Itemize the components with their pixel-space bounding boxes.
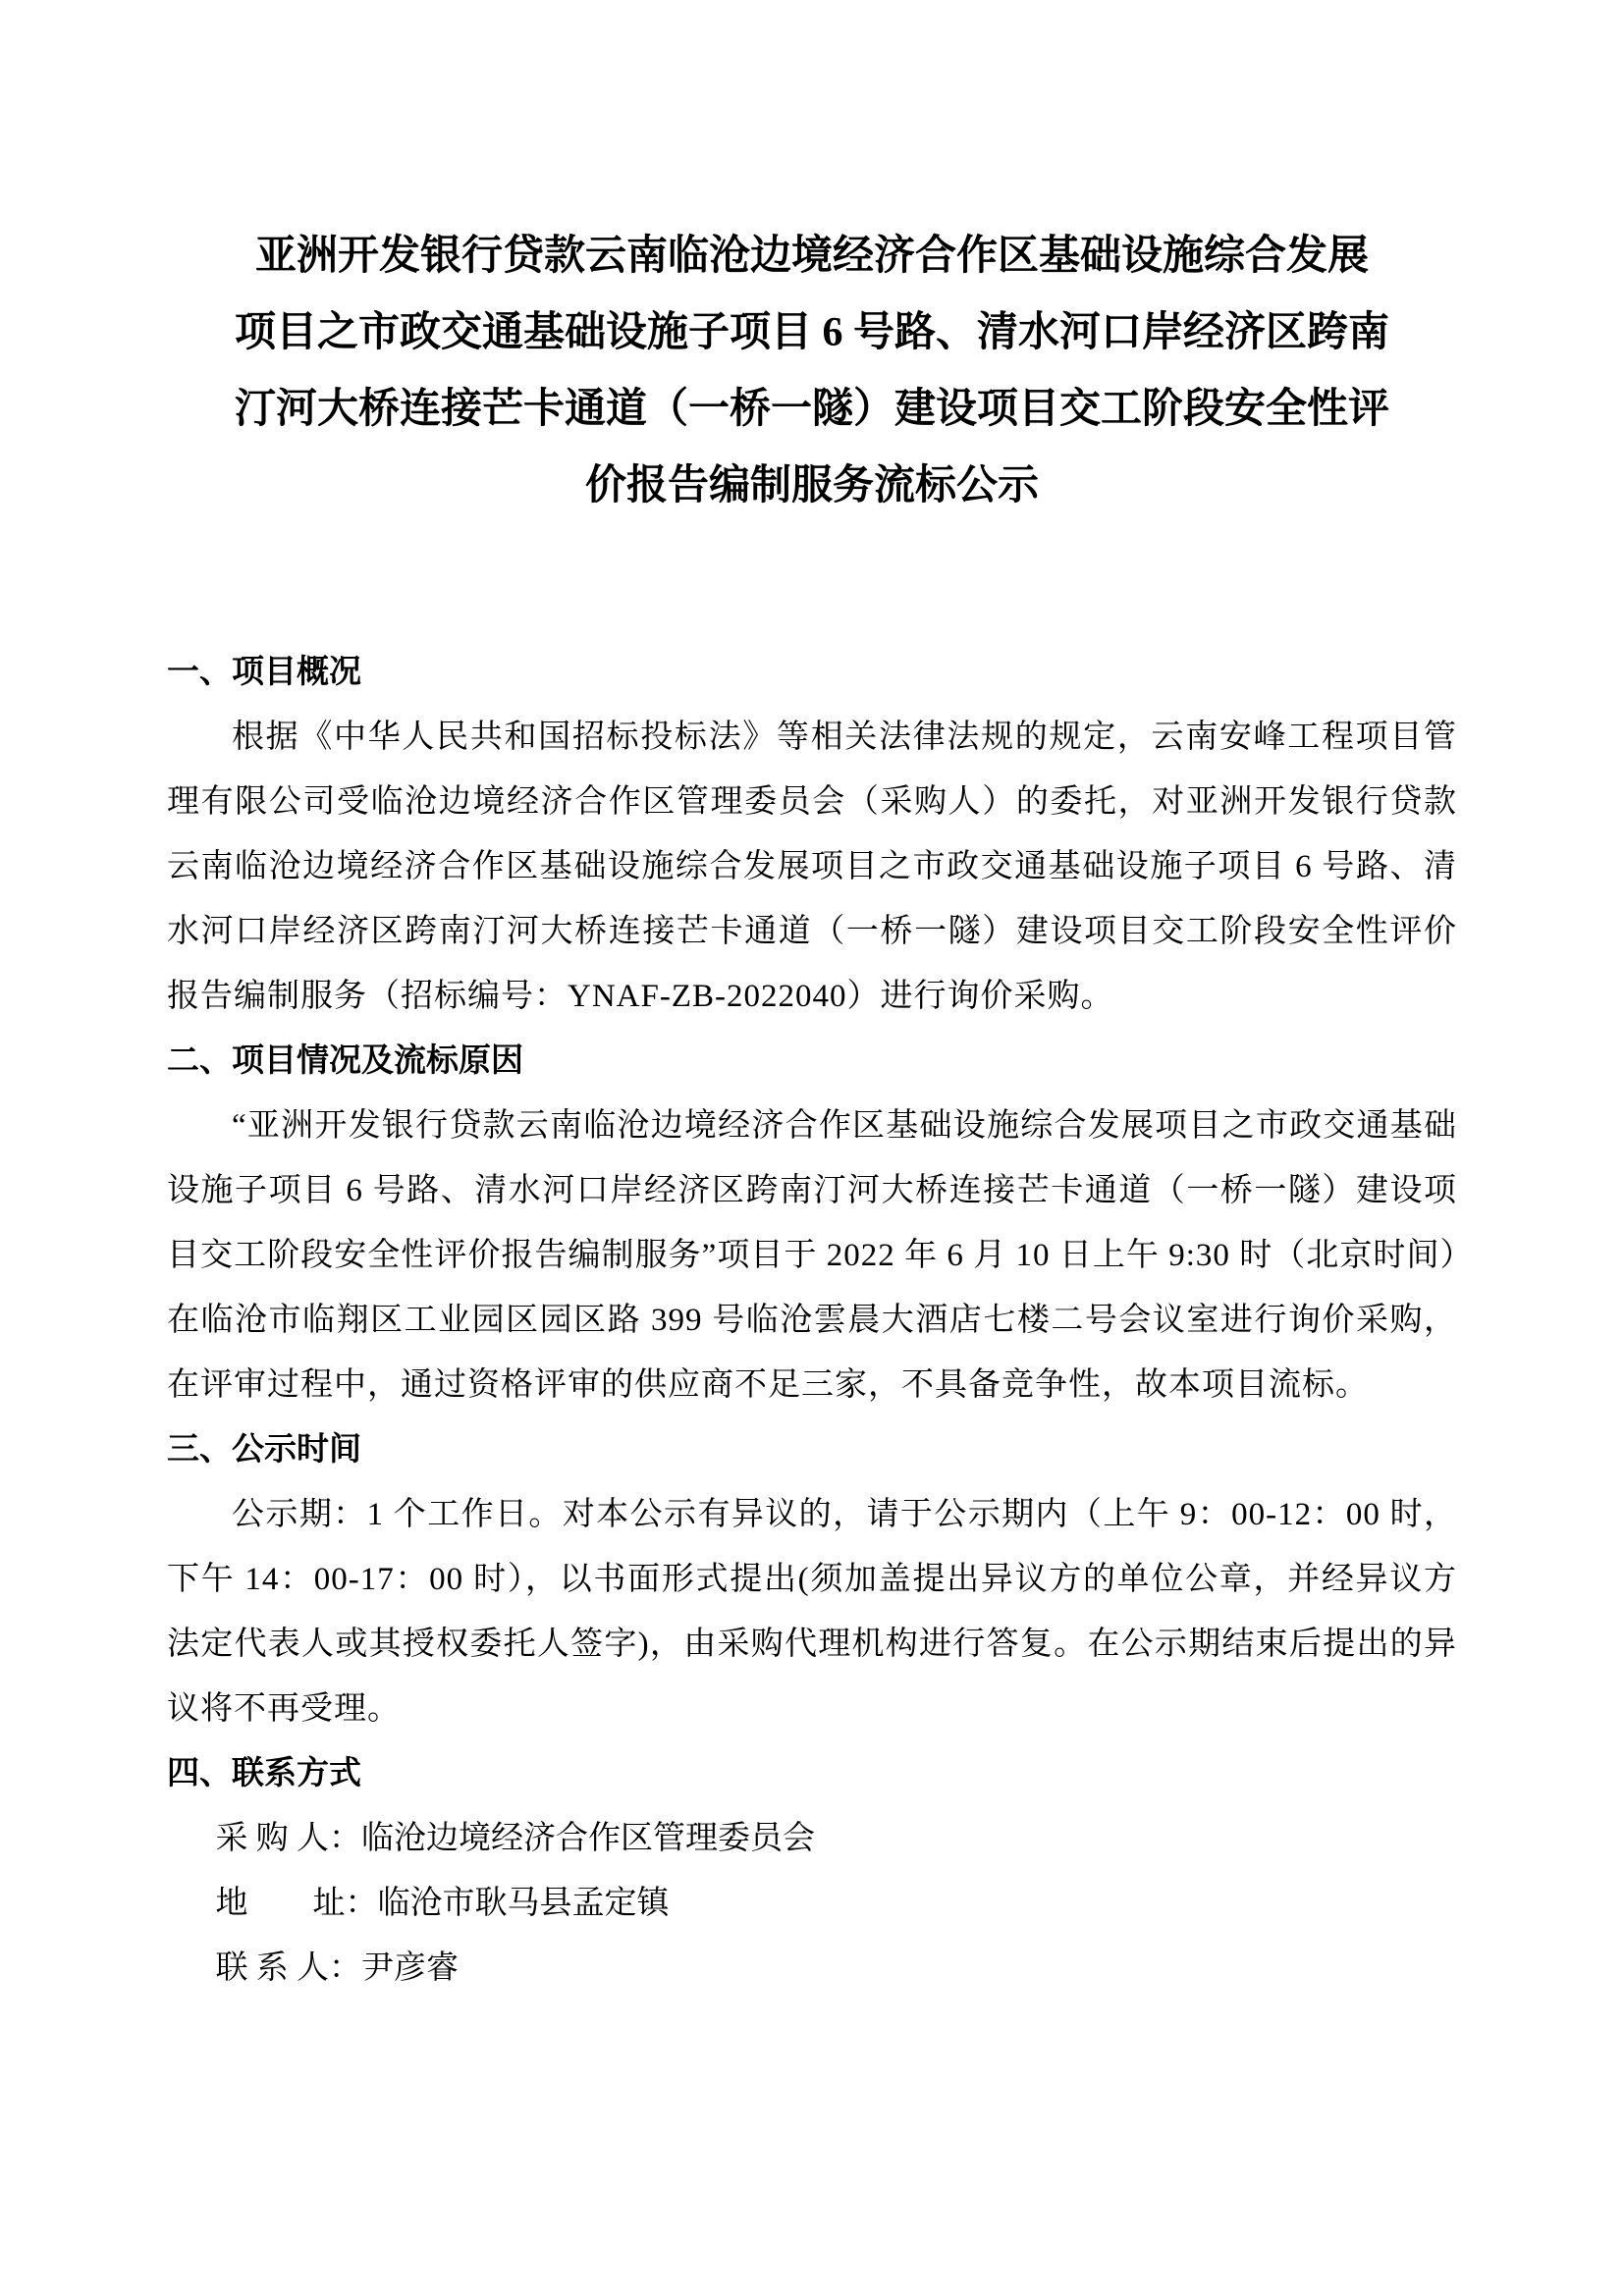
contact-value-address: 临沧市耿马县孟定镇 — [377, 1886, 670, 1921]
section-3-paragraph: 公示期：1 个工作日。对本公示有异议的，请于公示期内（上午 9：00-12：00 时，下午 14：00-17：00 时），以书面形式提出(须加盖提出异议方的单位公章，并经异议方法定代表人或其授权委托人签字)，由采购代理机构进行答复。在公示期结束后提出的异议将不再受理。 — [167, 1497, 1457, 1727]
contact-line-address — [167, 1871, 1457, 1936]
section-heading-3: 三、公示时间 — [167, 1432, 361, 1468]
title-line-3: 汀河大桥连接芒卡通道（一桥一隧）建设项目交工阶段安全性评 — [234, 387, 1389, 432]
contact-value-person: 尹彦睿 — [361, 1950, 459, 1986]
section-contact-info — [167, 1741, 1457, 2001]
contact-label-purchaser: 采 购 人： — [215, 1821, 361, 1856]
contact-line-purchaser — [167, 1806, 1457, 1871]
title-body-gap — [167, 524, 1457, 640]
section-heading-1: 一、项目概况 — [167, 655, 361, 690]
contact-line-person — [167, 1936, 1457, 2001]
contact-value-purchaser: 临沧边境经济合作区管理委员会 — [361, 1821, 815, 1856]
section-publicity-period — [167, 1417, 1457, 1741]
section-heading-4: 四、联系方式 — [167, 1756, 361, 1791]
contact-label-address: 地 址： — [215, 1886, 378, 1921]
section-failure-reason — [167, 1029, 1457, 1417]
section-heading-2: 二、项目情况及流标原因 — [167, 1043, 523, 1079]
section-1-paragraph: 根据《中华人民共和国招标投标法》等相关法律法规的规定，云南安峰工程项目管理有限公司受临沧边境经济合作区管理委员会（采购人）的委托，对亚洲开发银行贷款云南临沧边境经济合作区基础设施综合发展项目之市政交通基础设施子项目 6 号路、清水河口岸经济区跨南汀河大桥连接芒卡通道（一桥一隧）建设项目交工阶段安全性评价报告编制服务（招标编号：YNAF-ZB-2022040）进行询价采购。 — [167, 720, 1457, 1014]
document-title — [167, 218, 1457, 524]
title-line-4: 价报告编制服务流标公示 — [584, 463, 1039, 508]
section-project-overview — [167, 640, 1457, 1029]
section-2-paragraph: “亚洲开发银行贷款云南临沧边境经济合作区基础设施综合发展项目之市政交通基础设施子项目 6 号路、清水河口岸经济区跨南汀河大桥连接芒卡通道（一桥一隧）建设项目交工阶段安全性评价报告编制服务”项目于 2022 年 6 月 10 日上午 9:30 时（北京时间）在临沧市临翔区工业园区园区路 399 号临沧雲晨大酒店七楼二号会议室进行询价采购，在评审过程中，通过资格评审的供应商不足三家，不具备竞争性，故本项目流标。 — [167, 1108, 1457, 1403]
contact-label-person: 联 系 人： — [215, 1950, 361, 1986]
title-line-1: 亚洲开发银行贷款云南临沧边境经济合作区基础设施综合发展 — [254, 234, 1369, 279]
title-line-2: 项目之市政交通基础设施子项目 6 号路、清水河口岸经济区跨南 — [234, 310, 1389, 355]
